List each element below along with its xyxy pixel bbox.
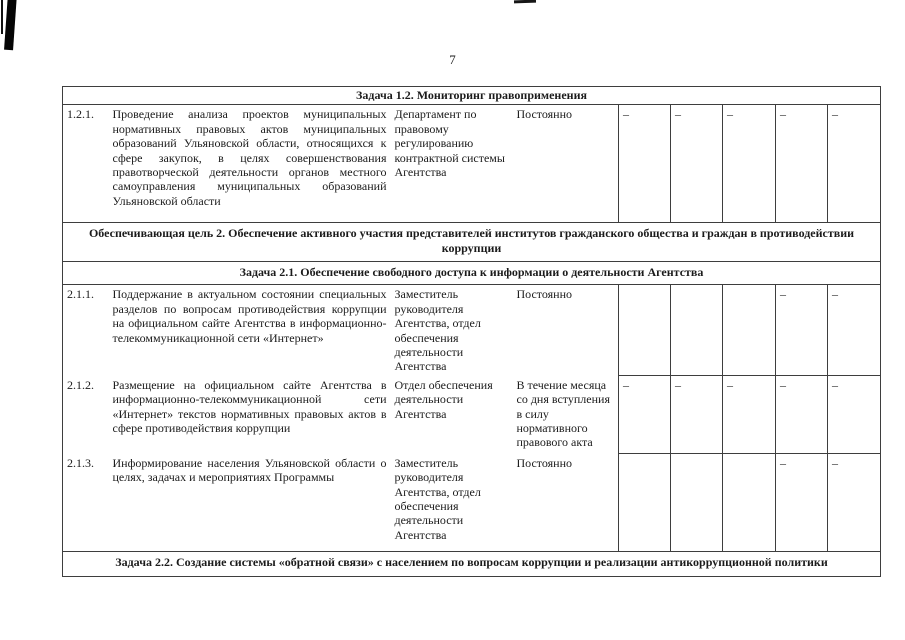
mark-cell: – bbox=[828, 376, 881, 454]
timing-cell: Постоянно bbox=[516, 287, 573, 302]
activity-cell: Проведение анализа проектов муниципальных нормативных правовых актов муниципальных образований Ульяновской области, относящихся к сфере закупок, в целях совершенствования правотворческой деятельности органов местного самоуправления муниципальных образований Ульяновской области bbox=[112, 107, 387, 208]
task-2-2-heading: Задача 2.2. Создание системы «обратной связи» с населением по вопросам коррупции и реализации антикоррупционной политики bbox=[63, 552, 881, 577]
row-number: 2.1.1. bbox=[67, 287, 94, 302]
activity-cell: Размещение на официальном сайте Агентства в информационно-телекоммуникационной сети «Интернет» текстов нормативных правовых актов в сфере противодействия коррупции bbox=[112, 377, 387, 435]
section-row-goal-2 bbox=[63, 223, 881, 262]
timing-cell: Постоянно bbox=[516, 455, 573, 470]
task-2-1-heading: Задача 2.1. Обеспечение свободного доступа к информации о деятельности Агентства bbox=[63, 262, 881, 285]
table-row bbox=[63, 376, 881, 454]
table-heading-task-1-2 bbox=[63, 87, 881, 105]
section-row-task-2-2 bbox=[63, 552, 881, 577]
table-row bbox=[63, 285, 881, 376]
scan-mark-top-icon bbox=[514, 0, 536, 3]
scan-mark-left-icon bbox=[4, 0, 17, 50]
table-row bbox=[63, 454, 881, 552]
section-row-task-2-1 bbox=[63, 262, 881, 285]
task-1-2-heading: Задача 1.2. Мониторинг правоприменения bbox=[63, 87, 881, 105]
program-measures-table bbox=[62, 86, 881, 577]
scan-edge-line bbox=[1, 0, 3, 34]
mark-cell: – bbox=[776, 105, 828, 223]
responsible-cell: Заместитель руководителя Агентства, отдел обеспечения деятельности Агентства bbox=[394, 455, 481, 542]
mark-cell bbox=[723, 454, 776, 552]
mark-cell: – bbox=[828, 454, 881, 552]
row-number: 1.2.1. bbox=[67, 107, 94, 122]
activity-cell: Информирование населения Ульяновской области о целях, задачах и мероприятиях Программы bbox=[112, 455, 387, 485]
page-number: 7 bbox=[449, 52, 456, 67]
responsible-cell: Заместитель руководителя Агентства, отдел обеспечения деятельности Агентства bbox=[394, 287, 481, 374]
mark-cell: – bbox=[671, 105, 723, 223]
mark-cell: – bbox=[723, 105, 776, 223]
mark-cell: – bbox=[828, 285, 881, 376]
table-row bbox=[63, 105, 881, 223]
mark-cell bbox=[619, 454, 671, 552]
mark-cell: – bbox=[671, 376, 723, 454]
mark-cell: – bbox=[828, 105, 881, 223]
responsible-cell: Отдел обеспечения деятельности Агентства bbox=[394, 377, 493, 421]
mark-cell: – bbox=[776, 454, 828, 552]
mark-cell bbox=[671, 285, 723, 376]
goal-2-heading: Обеспечивающая цель 2. Обеспечение активного участия представителей институтов гражданского общества и граждан в противодействии коррупции bbox=[63, 223, 881, 262]
row-number: 2.1.2. bbox=[67, 377, 94, 392]
responsible-cell: Департамент по правовому регулированию контрактной системы Агентства bbox=[394, 107, 505, 179]
mark-cell: – bbox=[619, 376, 671, 454]
mark-cell: – bbox=[619, 105, 671, 223]
activity-cell: Поддержание в актуальном состоянии специальных разделов по вопросам противодействия коррупции на официальном сайте Агентства в информационно-телекоммуникационной сети «Интернет» bbox=[112, 287, 387, 345]
mark-cell: – bbox=[776, 285, 828, 376]
timing-cell: В течение месяца со дня вступления в силу нормативного правового акта bbox=[516, 377, 610, 450]
mark-cell: – bbox=[776, 376, 828, 454]
mark-cell bbox=[723, 285, 776, 376]
timing-cell: Постоянно bbox=[516, 107, 573, 122]
mark-cell bbox=[671, 454, 723, 552]
mark-cell bbox=[619, 285, 671, 376]
row-number: 2.1.3. bbox=[67, 455, 94, 470]
mark-cell: – bbox=[723, 376, 776, 454]
